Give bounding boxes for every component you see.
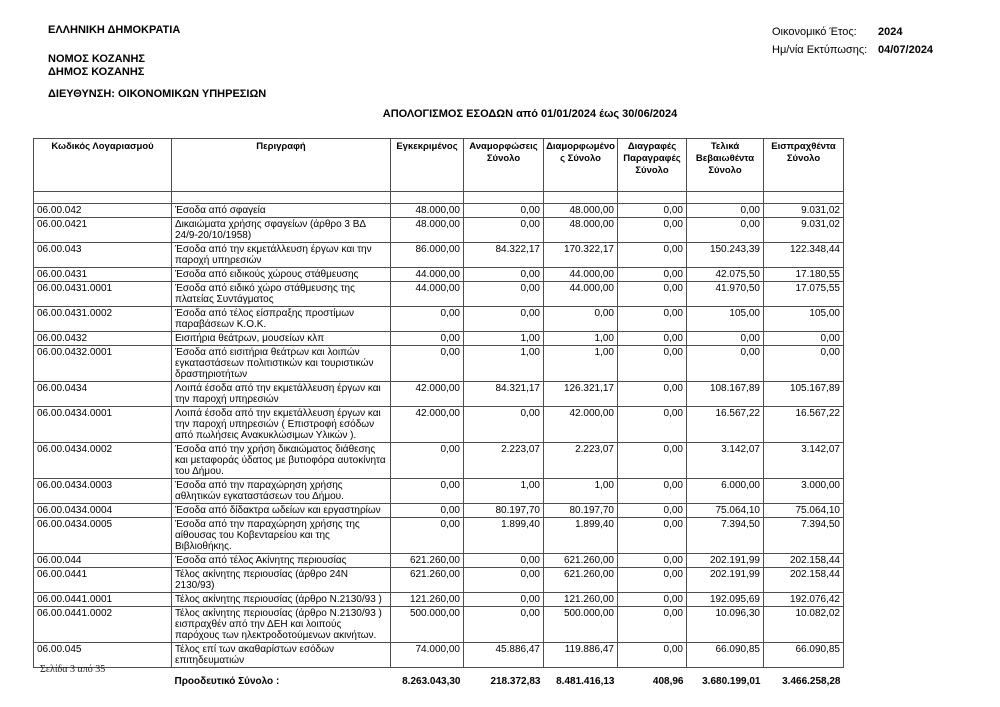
col-header-account-code: Κωδικός Λογαριασμού: [34, 139, 172, 192]
value-cell: 41.970,50: [687, 282, 764, 307]
revenue-table: [33, 138, 844, 688]
value-cell: 0,00: [618, 593, 687, 607]
value-cell: 105.167,89: [764, 382, 844, 407]
col-header-formed: Διαμορφωμένος Σύνολο: [544, 139, 618, 192]
description-cell: Έσοδα από την παραχώρηση χρήσης της αίθουσας του Κοβενταρείου και της Βιβλιοθήκης.: [172, 518, 391, 554]
value-cell: 621.260,00: [391, 568, 464, 593]
value-cell: 45.886,47: [464, 643, 544, 668]
description-cell: Έσοδα από την χρήση δικαιώματος διάθεσης και μεταφοράς ύδατος με βυτιοφόρα αυτοκίνητα του Δήμου.: [172, 443, 391, 479]
value-cell: 0,00: [464, 607, 544, 643]
value-cell: 0,00: [464, 554, 544, 568]
account-code-cell: 06.00.044: [34, 554, 172, 568]
account-code-cell: 06.00.0441.0002: [34, 607, 172, 643]
table-row: [34, 554, 844, 568]
value-cell: 6.000,00: [687, 479, 764, 504]
value-cell: 17.180,55: [764, 268, 844, 282]
description-cell: Τέλος ακίνητης περιουσίας (άρθρο Ν.2130/93 ) εισπραχθέν από την ΔΕΗ και λοιπούς παρόχους των ηλεκτροδοτούμενων ακινήτων.: [172, 607, 391, 643]
value-cell: 48.000,00: [544, 218, 618, 243]
value-cell: 0,00: [618, 268, 687, 282]
description-cell: Τέλος ακίνητης περιουσίας (άρθρο Ν.2130/93 ): [172, 593, 391, 607]
account-code-cell: 06.00.0431.0002: [34, 307, 172, 332]
organization-block: [48, 24, 180, 79]
value-cell: 42.000,00: [544, 407, 618, 443]
value-cell: 0,00: [618, 332, 687, 346]
totals-row: [34, 668, 844, 689]
table-row: [34, 518, 844, 554]
value-cell: 500.000,00: [391, 607, 464, 643]
col-header-collected: Εισπραχθέντα Σύνολο: [764, 139, 844, 192]
value-cell: 0,00: [764, 346, 844, 382]
value-cell: 1,00: [464, 346, 544, 382]
value-cell: 7.394,50: [764, 518, 844, 554]
account-code-cell: 06.00.0434: [34, 382, 172, 407]
header-row: [34, 139, 844, 192]
table-row: [34, 504, 844, 518]
value-cell: 9.031,02: [764, 218, 844, 243]
value-cell: 10.082,02: [764, 607, 844, 643]
value-cell: 1.899,40: [544, 518, 618, 554]
value-cell: 621.260,00: [544, 568, 618, 593]
table-header: [34, 139, 844, 204]
description-cell: Έσοδα από ειδικό χώρο στάθμευσης της πλατείας Συντάγματος: [172, 282, 391, 307]
description-cell: Έσοδα από ειδικούς χώρους στάθμευσης: [172, 268, 391, 282]
table-row: [34, 282, 844, 307]
account-code-cell: 06.00.0432: [34, 332, 172, 346]
org-municipality: ΔΗΜΟΣ ΚΟΖΑΝΗΣ: [48, 66, 145, 78]
totals-label: Προοδευτικό Σύνολο :: [174, 676, 280, 687]
description-cell: Έσοδα από την εκμετάλλευση έργων και την παροχή υπηρεσιών: [172, 243, 391, 268]
value-cell: 2.223,07: [544, 443, 618, 479]
account-code-cell: 06.00.0434.0003: [34, 479, 172, 504]
spacer-cell: [34, 192, 172, 204]
account-code-cell: 06.00.0434.0001: [34, 407, 172, 443]
value-cell: 0,00: [618, 382, 687, 407]
value-cell: 10.096,30: [687, 607, 764, 643]
value-cell: 48.000,00: [391, 204, 464, 218]
totals-value-cell: 8.263.043,30: [402, 676, 461, 687]
table-row: [34, 332, 844, 346]
value-cell: 121.260,00: [391, 593, 464, 607]
value-cell: 0,00: [464, 268, 544, 282]
value-cell: 202.191,99: [687, 568, 764, 593]
value-cell: 1.899,40: [464, 518, 544, 554]
value-cell: 48.000,00: [544, 204, 618, 218]
value-cell: 0,00: [618, 407, 687, 443]
value-cell: 44.000,00: [544, 282, 618, 307]
value-cell: 0,00: [618, 479, 687, 504]
value-cell: 621.260,00: [544, 554, 618, 568]
value-cell: 16.567,22: [687, 407, 764, 443]
value-cell: 105,00: [764, 307, 844, 332]
value-cell: 0,00: [464, 204, 544, 218]
table-row: [34, 243, 844, 268]
value-cell: 1,00: [544, 332, 618, 346]
value-cell: 7.394,50: [687, 518, 764, 554]
value-cell: 86.000,00: [391, 243, 464, 268]
account-code-cell: 06.00.0441: [34, 568, 172, 593]
totals-value-cell: 3.466.258,28: [782, 676, 841, 687]
table-row: [34, 268, 844, 282]
value-cell: 0,00: [618, 504, 687, 518]
description-cell: Δικαιώματα χρήσης σφαγείων (άρθρο 3 ΒΔ 24/9-20/10/1958): [172, 218, 391, 243]
value-cell: 1,00: [544, 479, 618, 504]
value-cell: 80.197,70: [464, 504, 544, 518]
description-cell: Έσοδα από δίδακτρα ωδείων και εργαστηρίων: [172, 504, 391, 518]
fiscal-year-value: 2024: [878, 26, 903, 38]
value-cell: 66.090,85: [687, 643, 764, 668]
table-row: [34, 407, 844, 443]
value-cell: 66.090,85: [764, 643, 844, 668]
value-cell: 44.000,00: [544, 268, 618, 282]
value-cell: 3.142,07: [764, 443, 844, 479]
value-cell: 202.158,44: [764, 568, 844, 593]
print-date-label: Ημ/νία Εκτύπωσης:: [772, 44, 868, 56]
table-row: [34, 643, 844, 668]
value-cell: 0,00: [687, 204, 764, 218]
value-cell: 0,00: [618, 554, 687, 568]
value-cell: 0,00: [618, 204, 687, 218]
value-cell: 0,00: [391, 504, 464, 518]
value-cell: 75.064,10: [687, 504, 764, 518]
value-cell: 170.322,17: [544, 243, 618, 268]
table-row: [34, 607, 844, 643]
value-cell: 192.095,69: [687, 593, 764, 607]
col-header-amendments: Αναμορφώσεις Σύνολο: [464, 139, 544, 192]
value-cell: 0,00: [544, 307, 618, 332]
description-cell: Έσοδα από τέλος Ακίνητης περιουσίας: [172, 554, 391, 568]
value-cell: 42.000,00: [391, 382, 464, 407]
value-cell: 0,00: [764, 332, 844, 346]
value-cell: 0,00: [687, 346, 764, 382]
value-cell: 75.064,10: [764, 504, 844, 518]
spacer-cell: [172, 192, 391, 204]
value-cell: 2.223,07: [464, 443, 544, 479]
totals-value-cell: 8.481.416,13: [556, 676, 615, 687]
page-number: Σελίδα 3 από 35: [40, 664, 106, 675]
totals-value-cell: 408,96: [652, 676, 684, 687]
table-row: [34, 204, 844, 218]
value-cell: 119.886,47: [544, 643, 618, 668]
description-cell: Έσοδα από εισιτήρια θεάτρων και λοιπών εγκαταστάσεων πολιτιστικών και τουριστικών δραστηριοτήτων: [172, 346, 391, 382]
table-row: [34, 307, 844, 332]
description-cell: Τέλος επί των ακαθαρίστων εσόδων επιτηδευματιών: [172, 643, 391, 668]
division-line: ΔΙΕΥΘΥΝΣΗ: ΟΙΚΟΝΟΜΙΚΩΝ ΥΠΗΡΕΣΙΩΝ: [48, 88, 267, 100]
account-code-cell: 06.00.0431: [34, 268, 172, 282]
value-cell: 3.000,00: [764, 479, 844, 504]
org-prefecture: ΝΟΜΟΣ ΚΟΖΑΝΗΣ: [48, 53, 146, 65]
value-cell: 126.321,17: [544, 382, 618, 407]
value-cell: 48.000,00: [391, 218, 464, 243]
value-cell: 3.142,07: [687, 443, 764, 479]
spacer-cell: [687, 192, 764, 204]
spacer-cell: [391, 192, 464, 204]
value-cell: 0,00: [618, 346, 687, 382]
description-cell: Έσοδα από σφαγεία: [172, 204, 391, 218]
value-cell: 0,00: [618, 307, 687, 332]
value-cell: 0,00: [464, 593, 544, 607]
table-row: [34, 443, 844, 479]
value-cell: 1,00: [464, 332, 544, 346]
table-row: [34, 218, 844, 243]
value-cell: 17.075,55: [764, 282, 844, 307]
col-header-final-certified: Τελικά Βεβαιωθέντα Σύνολο: [687, 139, 764, 192]
value-cell: 84.322,17: [464, 243, 544, 268]
value-cell: 500.000,00: [544, 607, 618, 643]
fiscal-year-label: Οικονομικό Έτος:: [772, 26, 857, 38]
value-cell: 84.321,17: [464, 382, 544, 407]
value-cell: 150.243,39: [687, 243, 764, 268]
value-cell: 0,00: [391, 307, 464, 332]
value-cell: 0,00: [391, 479, 464, 504]
value-cell: 0,00: [464, 218, 544, 243]
account-code-cell: 06.00.0431.0001: [34, 282, 172, 307]
spacer-cell: [618, 192, 687, 204]
col-header-deletions: Διαγραφές Παραγραφές Σύνολο: [618, 139, 687, 192]
print-date-value: 04/07/2024: [878, 44, 934, 56]
value-cell: 105,00: [687, 307, 764, 332]
value-cell: 0,00: [391, 332, 464, 346]
value-cell: 9.031,02: [764, 204, 844, 218]
value-cell: 121.260,00: [544, 593, 618, 607]
value-cell: 122.348,44: [764, 243, 844, 268]
value-cell: 202.191,99: [687, 554, 764, 568]
value-cell: 42.075,50: [687, 268, 764, 282]
totals-value-cell: 3.680.199,01: [702, 676, 761, 687]
spacer-row: [34, 192, 844, 204]
report-meta: [772, 26, 933, 62]
value-cell: 0,00: [464, 568, 544, 593]
value-cell: 108.167,89: [687, 382, 764, 407]
value-cell: 16.567,22: [764, 407, 844, 443]
description-cell: Έσοδα από την παραχώρηση χρήσης αθλητικών εγκαταστάσεων του Δήμου.: [172, 479, 391, 504]
description-cell: Τέλος ακίνητης περιουσίας (άρθρο 24Ν 2130/93): [172, 568, 391, 593]
account-code-cell: 06.00.0434.0005: [34, 518, 172, 554]
fiscal-year-row: [772, 26, 933, 38]
spacer-cell: [764, 192, 844, 204]
table-body: [34, 204, 844, 668]
value-cell: 44.000,00: [391, 268, 464, 282]
description-cell: Λοιπά έσοδα από την εκμετάλλευση έργων και την παροχή υπηρεσιών: [172, 382, 391, 407]
value-cell: 0,00: [391, 443, 464, 479]
table-row: [34, 346, 844, 382]
value-cell: 0,00: [618, 243, 687, 268]
value-cell: 44.000,00: [391, 282, 464, 307]
table-row: [34, 568, 844, 593]
spacer-cell: [544, 192, 618, 204]
account-code-cell: 06.00.045: [34, 643, 172, 668]
value-cell: 0,00: [618, 218, 687, 243]
value-cell: 0,00: [687, 218, 764, 243]
value-cell: 0,00: [618, 607, 687, 643]
account-code-cell: 06.00.0421: [34, 218, 172, 243]
value-cell: 0,00: [391, 346, 464, 382]
account-code-cell: 06.00.0434.0002: [34, 443, 172, 479]
account-code-cell: 06.00.0434.0004: [34, 504, 172, 518]
account-code-cell: 06.00.043: [34, 243, 172, 268]
value-cell: 0,00: [618, 568, 687, 593]
value-cell: 80.197,70: [544, 504, 618, 518]
value-cell: 621.260,00: [391, 554, 464, 568]
value-cell: 202.158,44: [764, 554, 844, 568]
org-country: ΕΛΛΗΝΙΚΗ ΔΗΜΟΚΡΑΤΙΑ: [48, 24, 181, 36]
table-row: [34, 593, 844, 607]
value-cell: 0,00: [618, 282, 687, 307]
value-cell: 0,00: [618, 443, 687, 479]
col-header-approved: Εγκεκριμένος: [391, 139, 464, 192]
description-cell: Έσοδα από τέλος είσπραξης προστίμων παραβάσεων Κ.Ο.Κ.: [172, 307, 391, 332]
value-cell: 192.076,42: [764, 593, 844, 607]
print-date-row: [772, 44, 933, 56]
value-cell: 42.000,00: [391, 407, 464, 443]
account-code-cell: 06.00.042: [34, 204, 172, 218]
value-cell: 0,00: [464, 407, 544, 443]
value-cell: 0,00: [464, 307, 544, 332]
totals-value-cell: 218.372,83: [490, 676, 541, 687]
value-cell: 0,00: [687, 332, 764, 346]
account-code-cell: 06.00.0441.0001: [34, 593, 172, 607]
table-footer: [34, 668, 844, 689]
col-header-description: Περιγραφή: [172, 139, 391, 192]
account-code-cell: 06.00.0432.0001: [34, 346, 172, 382]
table-row: [34, 382, 844, 407]
value-cell: 74.000,00: [391, 643, 464, 668]
table-row: [34, 479, 844, 504]
value-cell: 0,00: [618, 518, 687, 554]
value-cell: 1,00: [464, 479, 544, 504]
value-cell: 1,00: [544, 346, 618, 382]
value-cell: 0,00: [464, 282, 544, 307]
spacer-cell: [464, 192, 544, 204]
value-cell: 0,00: [618, 643, 687, 668]
report-title: ΑΠΟΛΟΓΙΣΜΟΣ ΕΣΟΔΩΝ από 01/01/2024 έως 30/06/2024: [382, 108, 678, 120]
description-cell: Λοιπά έσοδα από την εκμετάλλευση έργων και την παροχή υπηρεσιών ( Επιστροφή εσόδων από πωλήσεις Ανακυκλώσιμων Υλικών ).: [172, 407, 391, 443]
description-cell: Εισιτήρια θεάτρων, μουσείων κλπ: [172, 332, 391, 346]
value-cell: 0,00: [391, 518, 464, 554]
